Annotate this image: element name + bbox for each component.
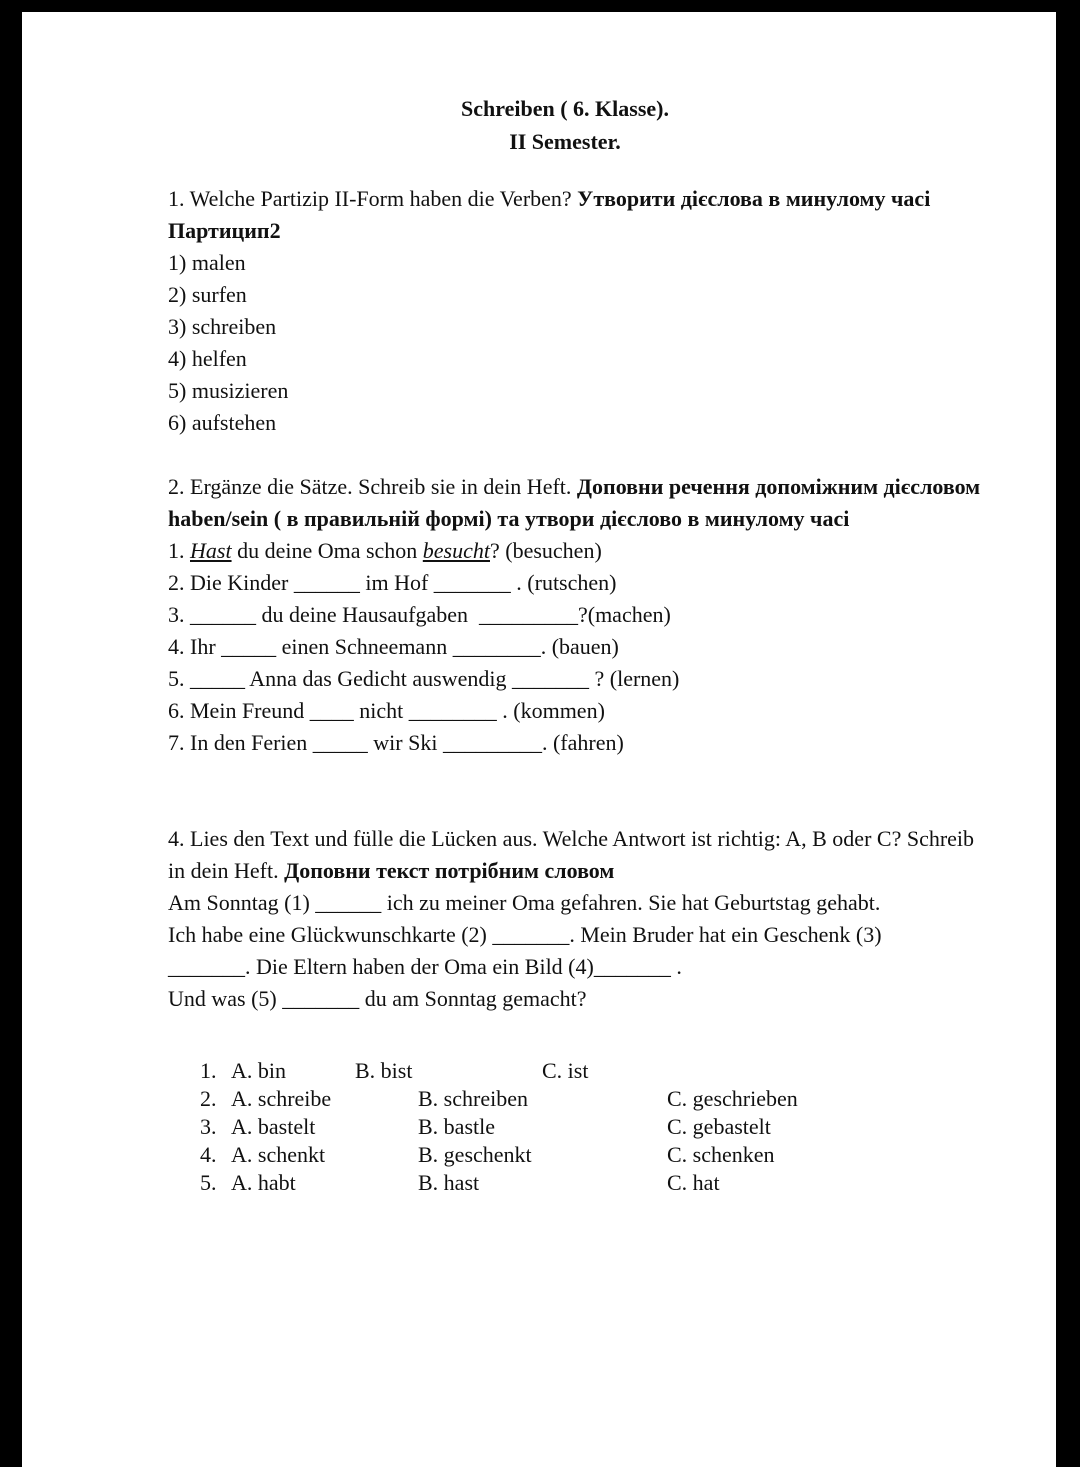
option-a: A. schenkt: [231, 1142, 326, 1167]
option-c: C. gebastelt: [667, 1114, 771, 1139]
task2-sentence: 4. Ihr _____ einen Schneemann ________. (bauen): [168, 634, 619, 659]
task1-instruction-bold: Утворити дієслова в минулому часі Партицип2: [168, 186, 931, 243]
task2-instruction-text: 2. Ergänze die Sätze. Schreib sie in dein Heft.: [168, 474, 577, 499]
option-b: B. schreiben: [418, 1086, 528, 1111]
task4-text-line: Am Sonntag (1) ______ ich zu meiner Oma gefahren. Sie hat Geburtstag gehabt.: [168, 890, 881, 915]
task2-sentence: 3. ______ du deine Hausaufgaben _________?(machen): [168, 602, 671, 627]
option-a: A. bastelt: [231, 1114, 316, 1139]
option-b: B. geschenkt: [418, 1142, 532, 1167]
task4-text-line: _______. Die Eltern haben der Oma ein Bild (4)_______ .: [168, 954, 682, 979]
task4-text-line: Ich habe eine Glückwunschkarte (2) _______. Mein Bruder hat ein Geschenk (3): [168, 922, 882, 947]
task2-example-sentence: [168, 535, 988, 567]
answer-options-table: [200, 1057, 588, 1085]
task2-sentence: 5. _____ Anna das Gedicht auswendig _______ ? (lernen): [168, 666, 680, 691]
task1-instruction-text: 1. Welche Partizip II-Form haben die Verben?: [168, 186, 578, 211]
option-c: C. geschrieben: [667, 1086, 798, 1111]
option-number: 2.: [200, 1086, 217, 1111]
worksheet-page: [22, 12, 1056, 1467]
option-a: A. bin: [231, 1058, 286, 1083]
option-number: 5.: [200, 1170, 217, 1195]
answer-option-row: [200, 1169, 798, 1197]
option-b: B. bastle: [418, 1114, 495, 1139]
example-number: 1.: [168, 538, 190, 563]
task1-item: 3) schreiben: [168, 314, 277, 339]
task1-item: 6) aufstehen: [168, 410, 277, 435]
task2-instruction-bold: Доповни речення допоміжним дієсловом haben/sein ( в правильній формі) та утвори дієслово в минулому часі: [168, 474, 981, 531]
worksheet-content: [168, 92, 988, 1197]
option-c: C. schenken: [667, 1142, 775, 1167]
task4-text-line: Und was (5) _______ du am Sonntag gemacht?: [168, 986, 587, 1011]
answer-option-row: [200, 1085, 798, 1113]
task2-sentence: 6. Mein Freund ____ nicht ________ . (kommen): [168, 698, 605, 723]
task2-instruction: [168, 471, 988, 535]
answer-option-row: [200, 1113, 798, 1141]
task4-instruction: [168, 823, 988, 887]
option-number: 1.: [200, 1058, 217, 1083]
task1-item: 2) surfen: [168, 282, 247, 307]
example-middle: du deine Oma schon: [231, 538, 423, 563]
option-b: B. hast: [418, 1170, 480, 1195]
page-title: Schreiben ( 6. Klasse).: [461, 96, 669, 121]
task2-sentence: 7. In den Ferien _____ wir Ski _________. (fahren): [168, 730, 624, 755]
option-a: A. schreibe: [231, 1086, 332, 1111]
task4-instruction-bold: Доповни текст потрібним словом: [284, 858, 615, 883]
answer-options-table-continued: [200, 1085, 798, 1197]
task4-instruction-text: 4. Lies den Text und fülle die Lücken aus. Welche Antwort ist richtig: A, B oder C? Schreib in dein Heft.: [168, 826, 975, 883]
option-number: 4.: [200, 1142, 217, 1167]
option-b: B. bist: [355, 1058, 413, 1083]
task1-instruction: [168, 183, 988, 247]
example-end: ? (besuchen): [490, 538, 602, 563]
option-c: C. ist: [542, 1058, 589, 1083]
answer-option-row: [200, 1141, 798, 1169]
example-participle: besucht: [422, 538, 490, 563]
task1-item: 1) malen: [168, 250, 246, 275]
option-number: 3.: [200, 1114, 217, 1139]
option-a: A. habt: [231, 1170, 296, 1195]
option-c: C. hat: [667, 1170, 720, 1195]
answer-option-row: [200, 1057, 588, 1085]
task2-sentence: 2. Die Kinder ______ im Hof _______ . (rutschen): [168, 570, 617, 595]
task1-item: 4) helfen: [168, 346, 247, 371]
example-auxiliary: Hast: [190, 538, 232, 563]
task1-item: 5) musizieren: [168, 378, 289, 403]
page-subtitle: II Semester.: [509, 129, 621, 154]
